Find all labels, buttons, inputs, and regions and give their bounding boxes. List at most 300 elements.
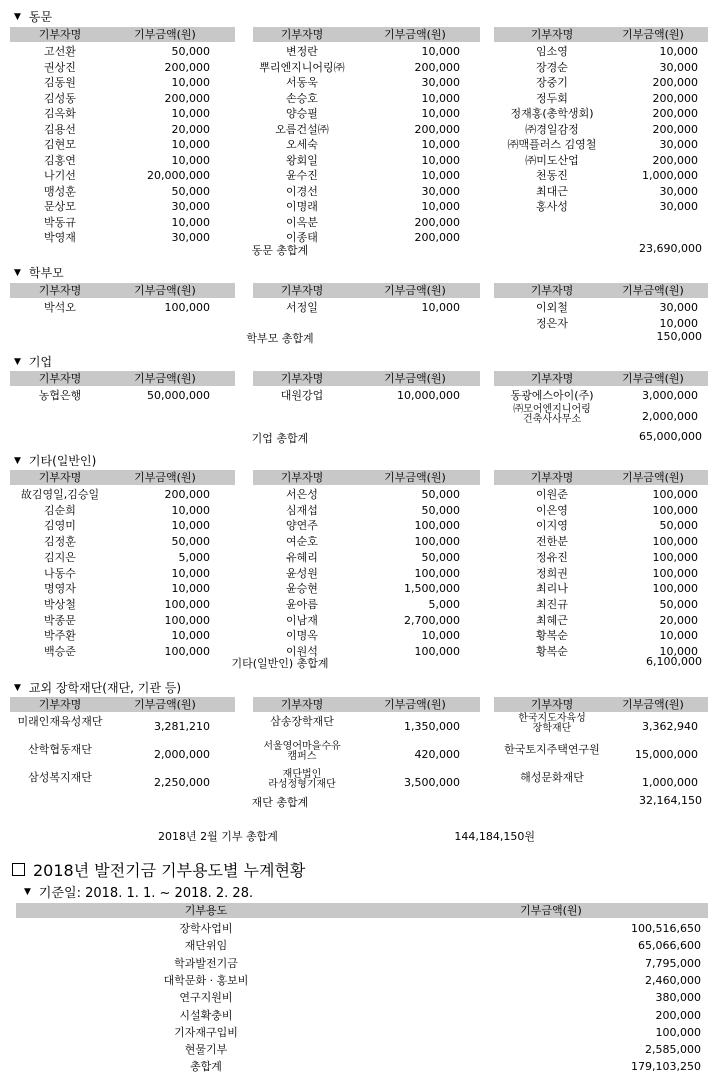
triangle-bullet-icon: ▼ [24,886,31,897]
usage-amount: 2,460,000 [645,973,701,987]
donation-amount: 30,000 [659,138,698,151]
section-total-value: 23,690,000 [639,242,702,255]
donation-amount: 10,000 [421,200,460,213]
table-header [10,283,235,298]
table-row [16,920,708,937]
donation-amount: 3,281,210 [154,720,210,733]
donation-amount: 30,000 [171,200,210,213]
section-title [14,264,64,281]
section-total-value: 150,000 [656,330,702,343]
donor-name: 문상모 [44,200,76,213]
donor-name: ㈜미도산업 [525,153,579,167]
usage-name: 학과발전기금 [174,956,238,970]
table-row [494,137,708,153]
table-row [253,300,480,316]
donation-amount: 100,000 [414,645,460,658]
square-bullet-icon [12,863,25,876]
table-row [494,714,708,742]
table-row [494,75,708,91]
triangle-bullet-icon: ▼ [14,455,21,466]
donation-amount: 10,000 [171,76,210,89]
table-row [494,300,708,316]
table-row [10,44,235,60]
donation-amount: 2,000,000 [154,748,210,761]
donor-name: 최혜근 [536,613,568,627]
donation-amount: 200,000 [414,60,460,74]
table-row [16,989,708,1006]
table-row [253,122,480,138]
table-row [253,388,480,406]
donation-amount: 10,000 [421,91,460,105]
grand-total-value: 144,184,150원 [454,830,535,843]
table-row [16,972,708,989]
donor-name: 동광에스아이(주) [510,389,594,402]
donor-name: 박석오 [44,301,76,314]
header-amount: 기부금액(원) [384,28,446,41]
donor-name: 한국지도자육성 장학재단 [518,713,586,734]
table-row [494,742,708,770]
donation-amount: 50,000 [171,535,210,549]
donor-name: 김홍연 [44,153,76,167]
donor-name: 이옥분 [286,215,318,229]
table-row [253,714,480,742]
header-donor-name: 기부자명 [280,698,324,711]
donor-name: 이종태 [286,231,318,244]
table-row [253,613,480,629]
table-row [494,581,708,597]
table-row [494,199,708,215]
donation-amount: 10,000 [421,301,460,314]
table-row [10,566,235,582]
donation-amount: 2,700,000 [404,613,460,627]
table-row [494,153,708,169]
header-amount: 기부금액(원) [622,471,684,484]
donation-amount: 100,000 [652,582,698,596]
donation-amount: 50,000 [421,488,460,501]
donor-name: 김순희 [44,503,76,517]
donation-amount: 200,000 [652,153,698,167]
donor-name: ㈜경일감정 [525,122,579,136]
table-row [10,581,235,597]
header-amount: 기부금액(원) [622,28,684,41]
donor-name: 임소영 [536,45,568,58]
donation-amount: 50,000 [421,550,460,564]
table-header [494,283,708,298]
donation-amount: 100,000 [652,488,698,501]
donor-name: 황복순 [536,645,568,658]
section-title-text: 기타(일반인) [28,454,97,468]
donation-amount: 100,000 [414,566,460,580]
donation-amount: 1,000,000 [642,776,698,789]
table-header [494,27,708,42]
donation-amount: 200,000 [164,488,210,501]
table-row [494,597,708,613]
donation-amount: 20,000 [171,122,210,136]
table-row [494,534,708,550]
donation-amount: 10,000 [171,215,210,229]
donor-name: 재단법인 라성정형기재단 [268,769,336,790]
donation-amount: 30,000 [171,231,210,244]
table-row [10,550,235,566]
table-row [10,742,235,770]
donor-name: 서동욱 [286,76,318,89]
donation-amount: 10,000,000 [397,389,460,402]
section-title-text: 교외 장학재단(재단, 기관 등) [28,681,182,695]
summary-title-text: 2018년 발전기금 기부용도별 누계현황 [33,861,306,880]
donor-name: 농협은행 [38,389,82,402]
donor-name: 이지영 [536,519,568,533]
donor-name: 삼송장학재단 [270,715,334,728]
donation-amount: 10,000 [421,45,460,58]
donation-amount: 200,000 [414,215,460,229]
donation-amount: 100,000 [414,535,460,549]
section-title [14,8,52,25]
donor-name: 김옥화 [44,107,76,120]
table-row [10,153,235,169]
table-row [10,215,235,231]
donation-amount: 50,000 [171,184,210,198]
donation-amount: 50,000,000 [147,389,210,402]
table-row [253,628,480,644]
table-header [10,697,235,712]
table-row [494,487,708,503]
table-row [253,91,480,107]
triangle-bullet-icon: ▼ [14,11,21,22]
table-row [253,137,480,153]
donation-amount: 1,000,000 [642,169,698,182]
donor-name: 백승준 [44,645,76,658]
header-donor-name: 기부자명 [280,471,324,484]
donor-name: 정은자 [536,317,568,330]
donation-amount: 50,000 [421,503,460,517]
donation-amount: 3,500,000 [404,776,460,789]
table-row [494,106,708,122]
table-header [253,371,480,386]
donation-amount: 50,000 [659,519,698,533]
donor-name: 박동규 [44,215,76,229]
donor-table [10,470,235,670]
table-row [10,230,235,246]
section-total-label: 동문 총합계 [251,244,309,257]
header-donor-name: 기부자명 [38,698,82,711]
donor-name: 미래인재육성재단 [17,715,103,728]
donor-name: 양연주 [286,519,318,533]
donor-name: 박종문 [44,613,76,627]
header-donor-name: 기부자명 [530,284,574,297]
table-row [10,106,235,122]
donation-amount: 5,000 [428,597,460,611]
donation-amount: 100,000 [164,597,210,611]
donor-name: 정유진 [536,550,568,564]
header-donor-name: 기부자명 [530,372,574,385]
table-row [494,44,708,60]
donor-name: 오름건설㈜ [275,122,329,136]
header-amount: 기부금액(원) [622,284,684,297]
donor-name: 박상철 [44,597,76,611]
donor-table [494,27,708,227]
donation-amount: 100,000 [414,519,460,533]
donor-name: 한국토지주택연구원 [504,743,600,756]
table-row [10,75,235,91]
table-header [494,697,708,712]
donation-amount: 420,000 [414,748,460,761]
donation-amount: 100,000 [652,550,698,564]
donation-amount: 200,000 [414,122,460,136]
table-row [10,184,235,200]
donation-amount: 10,000 [421,107,460,120]
section-total-label: 재단 총합계 [251,796,309,809]
header-donor-name: 기부자명 [280,372,324,385]
donor-name: 뿌리엔지니어링㈜ [259,60,345,74]
donation-amount: 100,000 [164,301,210,314]
table-row [16,1007,708,1024]
table-row [10,168,235,184]
donor-name: 대원강업 [280,389,324,402]
table-row [10,518,235,534]
header-usage: 기부용도 [184,904,228,917]
donation-amount: 200,000 [164,91,210,105]
donation-amount: 200,000 [652,107,698,120]
table-row [494,566,708,582]
table-header [253,283,480,298]
table-header [253,697,480,712]
donor-name: 양승필 [286,107,318,120]
donor-name: 김성동 [44,91,76,105]
donation-amount: 30,000 [659,184,698,198]
donation-amount: 10,000 [171,138,210,151]
donation-amount: 10,000 [421,629,460,643]
donation-amount: 3,362,940 [642,720,698,733]
donor-name: 오세숙 [286,138,318,151]
donor-name: 서은성 [286,488,318,501]
table-row [16,955,708,972]
table-row [253,184,480,200]
table-row [10,613,235,629]
usage-name: 재단위임 [184,939,228,953]
donation-amount: 30,000 [659,60,698,74]
table-row [10,597,235,613]
donation-amount: 200,000 [164,60,210,74]
section-title [14,679,181,696]
donation-amount: 5,000 [178,550,210,564]
donor-name: 윤승현 [286,582,318,596]
donor-name: 박주환 [44,629,76,643]
donor-table [253,27,480,244]
header-amount: 기부금액(원) [520,904,582,917]
table-row [494,613,708,629]
donor-name: 김현모 [44,138,76,151]
donor-name: 맹성훈 [44,184,76,198]
table-row [253,215,480,231]
donation-amount: 10,000 [421,169,460,182]
table-row [494,628,708,644]
donor-name: ㈜맥플러스 김영철 [507,138,597,151]
donation-amount: 15,000,000 [635,748,698,761]
donation-amount: 20,000,000 [147,169,210,182]
section-title-text: 기업 [28,355,53,369]
donor-name: 윤수진 [286,169,318,182]
section-title-text: 동문 [28,10,53,24]
table-row [10,487,235,503]
donation-amount: 10,000 [171,519,210,533]
header-donor-name: 기부자명 [280,284,324,297]
header-donor-name: 기부자명 [38,372,82,385]
donor-name: 이원석 [286,645,318,658]
table-row [494,91,708,107]
donor-name: 이명래 [286,200,318,213]
table-header [16,903,708,918]
donation-amount: 10,000 [171,107,210,120]
donor-name: 이경선 [286,184,318,198]
usage-amount: 7,795,000 [645,956,701,970]
table-row [494,184,708,200]
table-row [16,937,708,954]
table-row [253,518,480,534]
header-amount: 기부금액(원) [384,284,446,297]
table-header [494,371,708,386]
table-row [10,714,235,742]
donor-name: 권상진 [44,60,76,74]
summary-title [12,858,305,881]
section-total-value: 65,000,000 [639,430,702,443]
header-donor-name: 기부자명 [530,28,574,41]
donor-name: 전한분 [536,535,568,549]
usage-name: 현물기부 [184,1043,228,1057]
table-row [253,550,480,566]
donor-name: 김지은 [44,550,76,564]
usage-table [16,903,708,1075]
section-total-value: 32,164,150 [639,794,702,807]
donation-amount: 50,000 [171,45,210,58]
donor-name: 이남재 [286,613,318,627]
usage-amount: 100,516,650 [631,922,701,935]
donation-amount: 10,000 [171,566,210,580]
section-total-label: 기타(일반인) 총합계 [231,657,329,670]
donor-name: 나동수 [44,566,76,580]
section-title [14,452,96,469]
donor-name: 서정일 [286,301,318,314]
donor-name: 최리나 [536,582,568,596]
usage-amount: 200,000 [655,1008,701,1022]
table-row [253,581,480,597]
donation-amount: 100,000 [652,503,698,517]
donation-amount: 200,000 [652,76,698,89]
table-row [253,60,480,76]
donation-amount: 10,000 [659,45,698,58]
donation-amount: 3,000,000 [642,389,698,402]
usage-total-row [16,1058,708,1075]
section-total-label: 학부모 총합계 [246,332,314,345]
donor-name: 故김영일,김승일 [20,488,100,501]
header-amount: 기부금액(원) [134,28,196,41]
usage-name: 총합계 [190,1060,222,1074]
donor-name: 천동진 [536,169,568,182]
donation-amount: 100,000 [164,613,210,627]
usage-amount: 2,585,000 [645,1043,701,1057]
header-amount: 기부금액(원) [134,372,196,385]
header-amount: 기부금액(원) [134,284,196,297]
donation-amount: 10,000 [421,138,460,151]
header-donor-name: 기부자명 [530,471,574,484]
donation-amount: 20,000 [659,613,698,627]
donor-name: 최진규 [536,597,568,611]
donor-name: 윤성원 [286,566,318,580]
donation-amount: 1,500,000 [404,582,460,596]
donor-name: 고선환 [44,45,76,58]
usage-name: 장학사업비 [179,922,233,935]
header-amount: 기부금액(원) [134,471,196,484]
usage-name: 연구지원비 [179,991,233,1005]
donation-amount: 10,000 [171,629,210,643]
donation-amount: 2,250,000 [154,776,210,789]
table-row [253,199,480,215]
table-row [16,1041,708,1058]
section-title-text: 학부모 [28,266,64,280]
header-amount: 기부금액(원) [384,372,446,385]
donor-name: 장중기 [536,76,568,89]
header-amount: 기부금액(원) [384,471,446,484]
table-row [253,168,480,184]
table-row [494,503,708,519]
donor-name: 이명옥 [286,629,318,643]
table-row [494,406,708,424]
donor-name: 왕회일 [286,153,318,167]
donor-name: 정재홍(총학생회) [510,107,594,120]
donor-table [10,27,235,244]
donation-amount: 10,000 [421,153,460,167]
summary-period-text: 기준일: 2018. 1. 1. ~ 2018. 2. 28. [38,886,254,901]
donation-amount: 10,000 [171,153,210,167]
donor-name: 홍사성 [536,200,568,213]
donation-amount: 100,000 [652,535,698,549]
usage-amount: 65,066,600 [638,939,701,953]
section-total-label: 기업 총합계 [251,432,309,445]
usage-amount: 380,000 [655,991,701,1005]
donor-name: 손승호 [286,91,318,105]
donor-name: 김정훈 [44,535,76,549]
donation-amount: 30,000 [659,301,698,314]
donation-amount: 30,000 [421,184,460,198]
table-row [16,1024,708,1041]
donation-amount: 10,000 [171,582,210,596]
triangle-bullet-icon: ▼ [14,356,21,367]
usage-name: 시설확충비 [179,1008,233,1022]
donor-table [494,470,708,670]
table-row [10,300,235,316]
triangle-bullet-icon: ▼ [14,267,21,278]
header-donor-name: 기부자명 [38,28,82,41]
header-amount: 기부금액(원) [134,698,196,711]
donation-amount: 50,000 [659,597,698,611]
table-row [10,644,235,660]
donor-name: 서울영어마을수유 캠퍼스 [263,741,341,762]
table-row [253,534,480,550]
table-row [494,122,708,138]
donor-name: 삼성복지재단 [28,771,92,784]
table-row [10,137,235,153]
table-row [253,106,480,122]
donor-name: 이은영 [536,503,568,517]
donor-name: 유혜리 [286,550,318,564]
section-total-value: 6,100,000 [646,655,702,668]
table-row [253,503,480,519]
donor-name: 나기선 [44,169,76,182]
header-donor-name: 기부자명 [38,471,82,484]
donation-amount: 100,000 [652,566,698,580]
table-row [10,60,235,76]
table-row [10,122,235,138]
table-row [253,742,480,770]
